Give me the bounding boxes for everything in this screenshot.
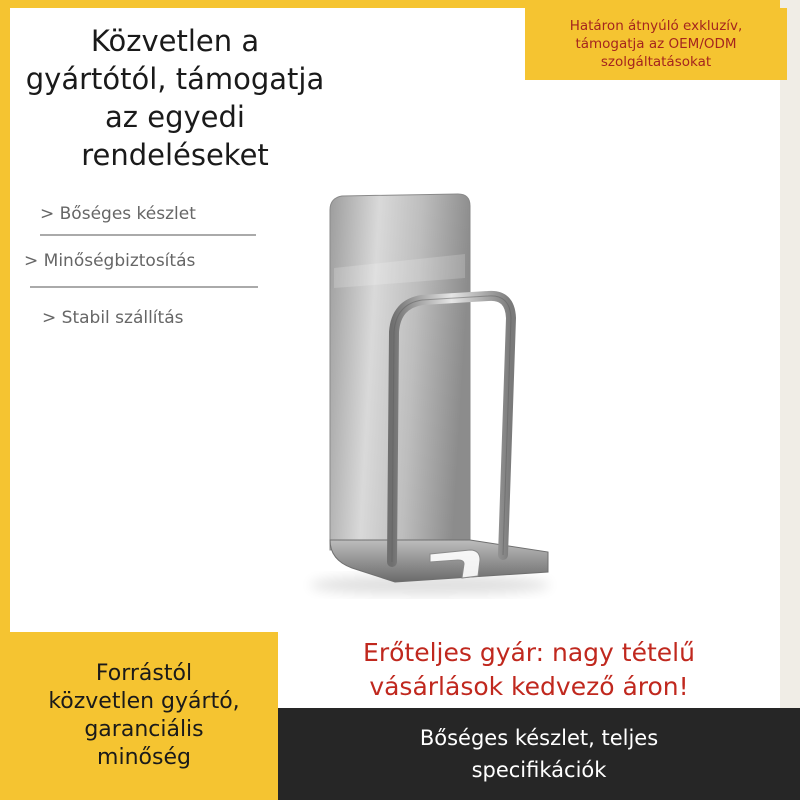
feature-item-stock: > Bőséges készlet xyxy=(40,204,196,224)
feature-item-shipping: > Stabil szállítás xyxy=(42,308,184,328)
left-frame-band xyxy=(0,0,10,800)
oem-odm-badge-text: Határon átnyúló exkluzív, támogatja az OEM/ODM szolgáltatásokat xyxy=(569,18,743,70)
feature-divider xyxy=(40,234,256,236)
stock-specs-text: Bőséges készlet, teljes specifikációk xyxy=(419,726,659,782)
oem-odm-badge xyxy=(525,8,787,80)
source-factory-text: Forrástól közvetlen gyártó, garanciális minőség xyxy=(48,661,240,770)
top-frame-band xyxy=(0,0,800,8)
source-factory-panel xyxy=(10,632,278,800)
headline: Közvetlen a gyártótól, támogatja az egyedi rendeléseket xyxy=(25,24,325,172)
feature-item-quality: > Minőségbiztosítás xyxy=(24,251,196,271)
factory-promo-text: Erőteljes gyár: nagy tételű vásárlások kedvező áron! xyxy=(363,638,695,701)
factory-promo xyxy=(278,632,780,708)
product-image xyxy=(300,180,560,600)
feature-divider xyxy=(30,286,258,288)
right-edge-panel xyxy=(780,0,800,800)
stock-specs-bar xyxy=(278,708,800,800)
